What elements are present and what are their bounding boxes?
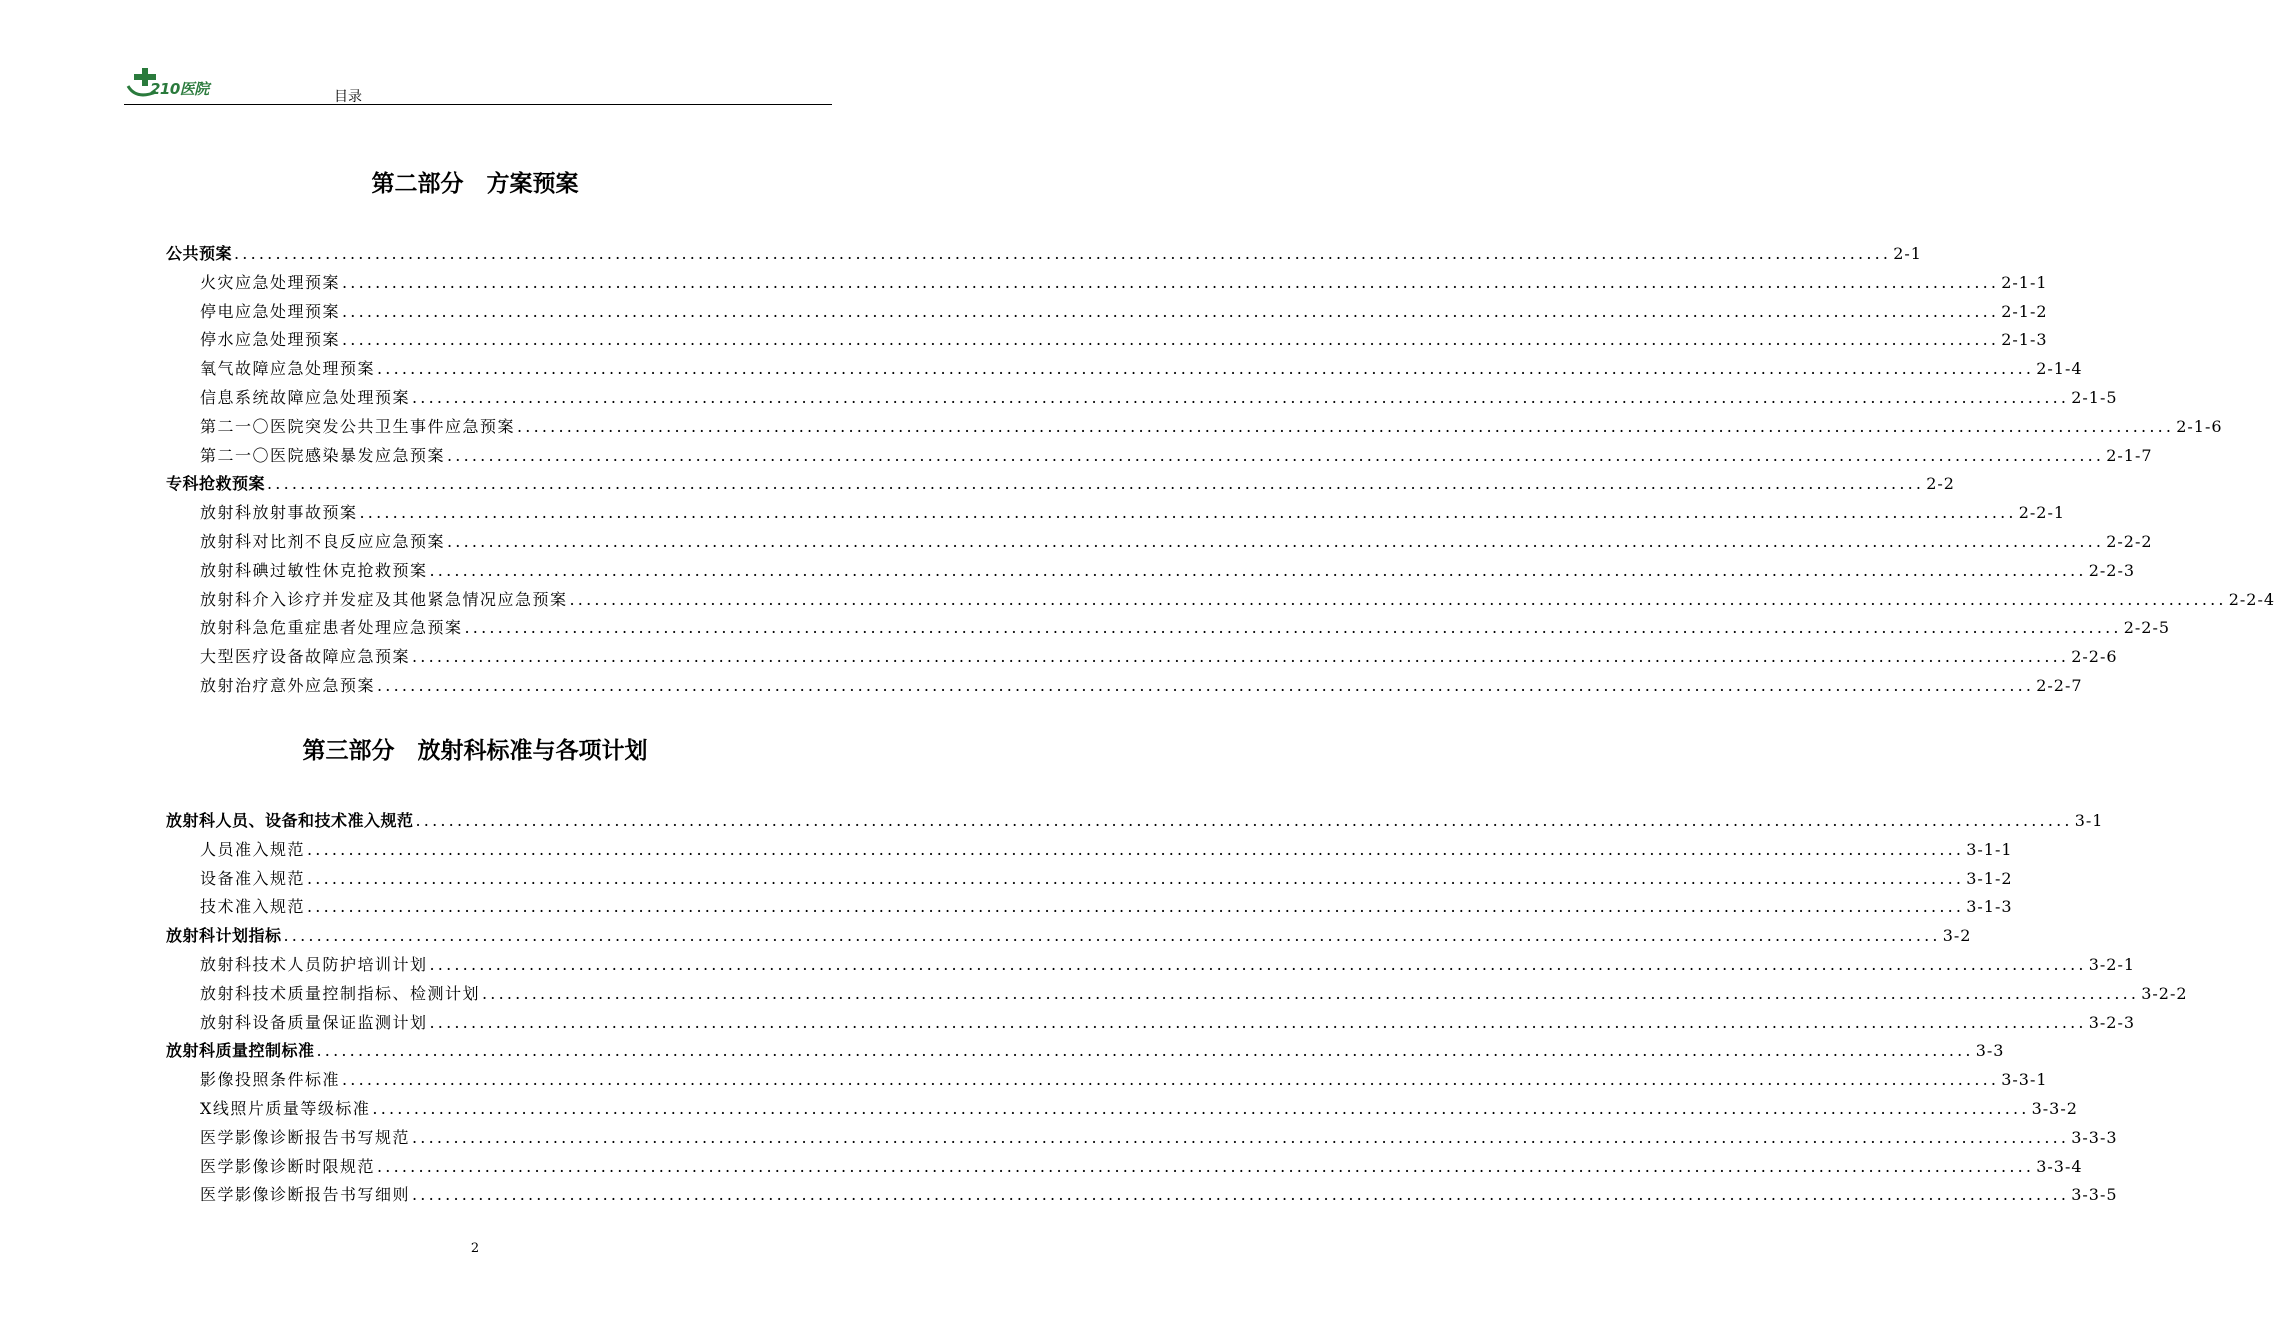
toc-entry-title: 放射科介入诊疗并发症及其他紧急情况应急预案	[200, 589, 568, 609]
part-title: 第三部分 放射科标准与各项计划	[302, 738, 648, 764]
toc-item-entry[interactable]	[200, 587, 2275, 613]
toc-entry-page: 3-3-4	[2036, 1156, 2083, 1176]
toc-entry-page: 2-1-2	[2001, 301, 2048, 321]
dot-leader: ........................................................................................................................................................................................................	[429, 1012, 2087, 1032]
toc-entry-page: 3-1	[2074, 811, 2104, 830]
toc-entry-page: 2-2-1	[2018, 503, 2066, 523]
toc-item-entry[interactable]	[200, 673, 2083, 699]
toc-item-entry[interactable]	[200, 1182, 2118, 1208]
dot-leader: ........................................................................................................................................................................................................	[415, 811, 2073, 830]
dot-leader: ........................................................................................................................................................................................................	[569, 589, 2227, 609]
toc-entry-title: 氧气故障应急处理预案	[200, 359, 376, 379]
header-section-label: 目录	[334, 89, 362, 105]
toc-entry-page: 3-2-2	[2141, 983, 2188, 1003]
toc-entry-page: 3-2	[1942, 926, 1972, 946]
toc-entry-page: 3-2-1	[2088, 955, 2136, 974]
dot-leader: ........................................................................................................................................................................................................	[447, 532, 2105, 551]
dot-leader: ........................................................................................................................................................................................................	[307, 839, 1965, 859]
toc-entry-title: 医学影像诊断时限规范	[200, 1156, 376, 1176]
toc-entry-title: 专科抢救预案	[166, 474, 266, 494]
toc-entry-page: 3-2-3	[2088, 1012, 2136, 1032]
toc-entry-title: 大型医疗设备故障应急预案	[200, 647, 411, 667]
dot-leader: ........................................................................................................................................................................................................	[412, 1185, 2070, 1205]
toc-entry-page: 3-3-2	[2031, 1099, 2078, 1118]
toc-section-entry[interactable]	[166, 471, 1955, 497]
toc-entry-page: 2-2-6	[2071, 647, 2118, 667]
toc-entry-page: 2-2-2	[2106, 532, 2153, 551]
toc-section-entry[interactable]	[166, 808, 2104, 834]
dot-leader: ........................................................................................................................................................................................................	[429, 955, 2087, 974]
toc-entry-title: 停电应急处理预案	[200, 301, 341, 321]
dot-leader: ........................................................................................................................................................................................................	[464, 618, 2122, 638]
toc-item-entry[interactable]	[200, 356, 2083, 382]
dot-leader: ........................................................................................................................................................................................................	[377, 359, 2035, 379]
page-header	[124, 66, 832, 106]
toc-entry-title: 放射科碘过敏性休克抢救预案	[200, 560, 428, 580]
hospital-logo	[124, 66, 224, 102]
dot-leader: ........................................................................................................................................................................................................	[307, 897, 1965, 917]
toc-entry-page: 3-1-3	[1966, 897, 2013, 917]
dot-leader: ........................................................................................................................................................................................................	[482, 983, 2140, 1003]
toc-entry-title: 放射科对比剂不良反应应急预案	[200, 532, 446, 551]
toc-entry-title: 医学影像诊断报告书写规范	[200, 1127, 411, 1147]
toc-entry-page: 3-3-3	[2071, 1127, 2118, 1147]
toc-entry-title: 第二一〇医院感染暴发应急预案	[200, 445, 446, 465]
toc-entry-page: 2-2-7	[2036, 676, 2083, 695]
toc-entry-page: 3-1-2	[1966, 868, 2013, 888]
toc-entry-title: 放射科放射事故预案	[200, 503, 358, 523]
toc-item-entry[interactable]	[200, 894, 2013, 920]
toc-item-entry[interactable]	[200, 529, 2153, 555]
dot-leader: ........................................................................................................................................................................................................	[234, 244, 1892, 263]
toc-item-entry[interactable]	[200, 981, 2188, 1007]
toc-item-entry[interactable]	[200, 270, 2048, 296]
toc-entry-title: 第二一〇医院突发公共卫生事件应急预案	[200, 416, 516, 436]
toc-section-entry[interactable]	[166, 923, 1972, 949]
toc-entry-title: 放射科计划指标	[166, 926, 282, 946]
toc-entry-page: 2-1-6	[2176, 416, 2223, 436]
toc-item-entry[interactable]	[200, 1096, 2078, 1122]
toc-item-entry[interactable]	[200, 558, 2136, 584]
toc-entry-title: 火灾应急处理预案	[200, 272, 341, 292]
toc-entry-title: 放射科技术质量控制指标、检测计划	[200, 983, 481, 1003]
toc-entry-page: 2-1-1	[2001, 272, 2048, 292]
dot-leader: ........................................................................................................................................................................................................	[377, 1156, 2035, 1176]
part-title: 第二部分 方案预案	[371, 171, 579, 197]
toc-entry-title: 人员准入规范	[200, 839, 306, 859]
dot-leader: ........................................................................................................................................................................................................	[267, 474, 1925, 494]
toc-entry-page: 2-1-4	[2036, 359, 2083, 379]
toc-entry-page: 2-2-5	[2123, 618, 2171, 638]
dot-leader: ........................................................................................................................................................................................................	[447, 445, 2105, 465]
toc-entry-page: 3-3	[1975, 1041, 2005, 1061]
toc-entry-title: 放射治疗意外应急预案	[200, 676, 376, 695]
toc-entry-title: 停水应急处理预案	[200, 330, 341, 350]
dot-leader: ........................................................................................................................................................................................................	[359, 503, 2017, 523]
dot-leader: ........................................................................................................................................................................................................	[342, 301, 2000, 321]
toc-item-entry[interactable]	[200, 385, 2118, 411]
toc-entry-title: 放射科设备质量保证监测计划	[200, 1012, 428, 1032]
toc-entry-page: 2-1-3	[2001, 330, 2048, 350]
dot-leader: ........................................................................................................................................................................................................	[517, 416, 2175, 436]
toc-section-entry[interactable]	[166, 241, 1922, 267]
dot-leader: ........................................................................................................................................................................................................	[316, 1041, 1974, 1061]
toc-entry-title: 放射科技术人员防护培训计划	[200, 955, 428, 974]
toc-entry-title: 设备准入规范	[200, 868, 306, 888]
dot-leader: ........................................................................................................................................................................................................	[342, 272, 2000, 292]
toc-item-entry[interactable]	[200, 1067, 2048, 1093]
toc-item-entry[interactable]	[200, 952, 2136, 978]
toc-entry-page: 3-3-1	[2001, 1070, 2048, 1090]
dot-leader: ........................................................................................................................................................................................................	[283, 926, 1941, 946]
dot-leader: ........................................................................................................................................................................................................	[429, 560, 2087, 580]
toc-item-entry[interactable]	[200, 414, 2223, 440]
dot-leader: ........................................................................................................................................................................................................	[307, 868, 1965, 888]
toc-entry-page: 2-2-3	[2088, 560, 2136, 580]
toc-entry-page: 2-2	[1926, 474, 1955, 494]
toc-entry-title: 放射科急危重症患者处理应急预案	[200, 618, 463, 638]
toc-item-entry[interactable]	[200, 299, 2048, 325]
dot-leader: ........................................................................................................................................................................................................	[412, 647, 2070, 667]
dot-leader: ........................................................................................................................................................................................................	[342, 1070, 2000, 1090]
toc-entry-title: X线照片质量等级标准	[200, 1099, 371, 1118]
toc-entry-page: 2-1-7	[2106, 445, 2153, 465]
toc-item-entry[interactable]	[200, 1154, 2083, 1180]
dot-leader: ........................................................................................................................................................................................................	[342, 330, 2000, 350]
toc-entry-title: 影像投照条件标准	[200, 1070, 341, 1090]
toc-entry-title: 放射科人员、设备和技术准入规范	[166, 811, 414, 830]
dot-leader: ........................................................................................................................................................................................................	[412, 388, 2070, 407]
toc-item-entry[interactable]	[200, 1125, 2118, 1151]
toc-entry-title: 技术准入规范	[200, 897, 306, 917]
logo-text: 210医院	[150, 80, 209, 98]
dot-leader: ........................................................................................................................................................................................................	[372, 1099, 2030, 1118]
toc-entry-title: 公共预案	[166, 244, 233, 263]
toc-entry-page: 3-1-1	[1966, 839, 2013, 859]
toc-item-entry[interactable]	[200, 866, 2013, 892]
toc-entry-page: 3-3-5	[2071, 1185, 2118, 1205]
toc-entry-title: 医学影像诊断报告书写细则	[200, 1185, 411, 1205]
dot-leader: ........................................................................................................................................................................................................	[412, 1127, 2070, 1147]
dot-leader: ........................................................................................................................................................................................................	[377, 676, 2035, 695]
toc-item-entry[interactable]	[200, 1010, 2136, 1036]
page-number: 2	[470, 1241, 480, 1256]
header-divider	[124, 104, 832, 105]
toc-item-entry[interactable]	[200, 327, 2048, 353]
toc-entry-page: 2-1	[1893, 244, 1922, 263]
toc-item-entry[interactable]	[200, 644, 2118, 670]
toc-item-entry[interactable]	[200, 500, 2066, 526]
toc-item-entry[interactable]	[200, 443, 2153, 469]
toc-entry-title: 信息系统故障应急处理预案	[200, 388, 411, 407]
toc-entry-page: 2-2-4	[2228, 589, 2275, 609]
toc-section-entry[interactable]	[166, 1038, 2005, 1064]
toc-entry-page: 2-1-5	[2071, 388, 2118, 407]
toc-item-entry[interactable]	[200, 615, 2171, 641]
toc-entry-title: 放射科质量控制标准	[166, 1041, 315, 1061]
toc-item-entry[interactable]	[200, 837, 2013, 863]
